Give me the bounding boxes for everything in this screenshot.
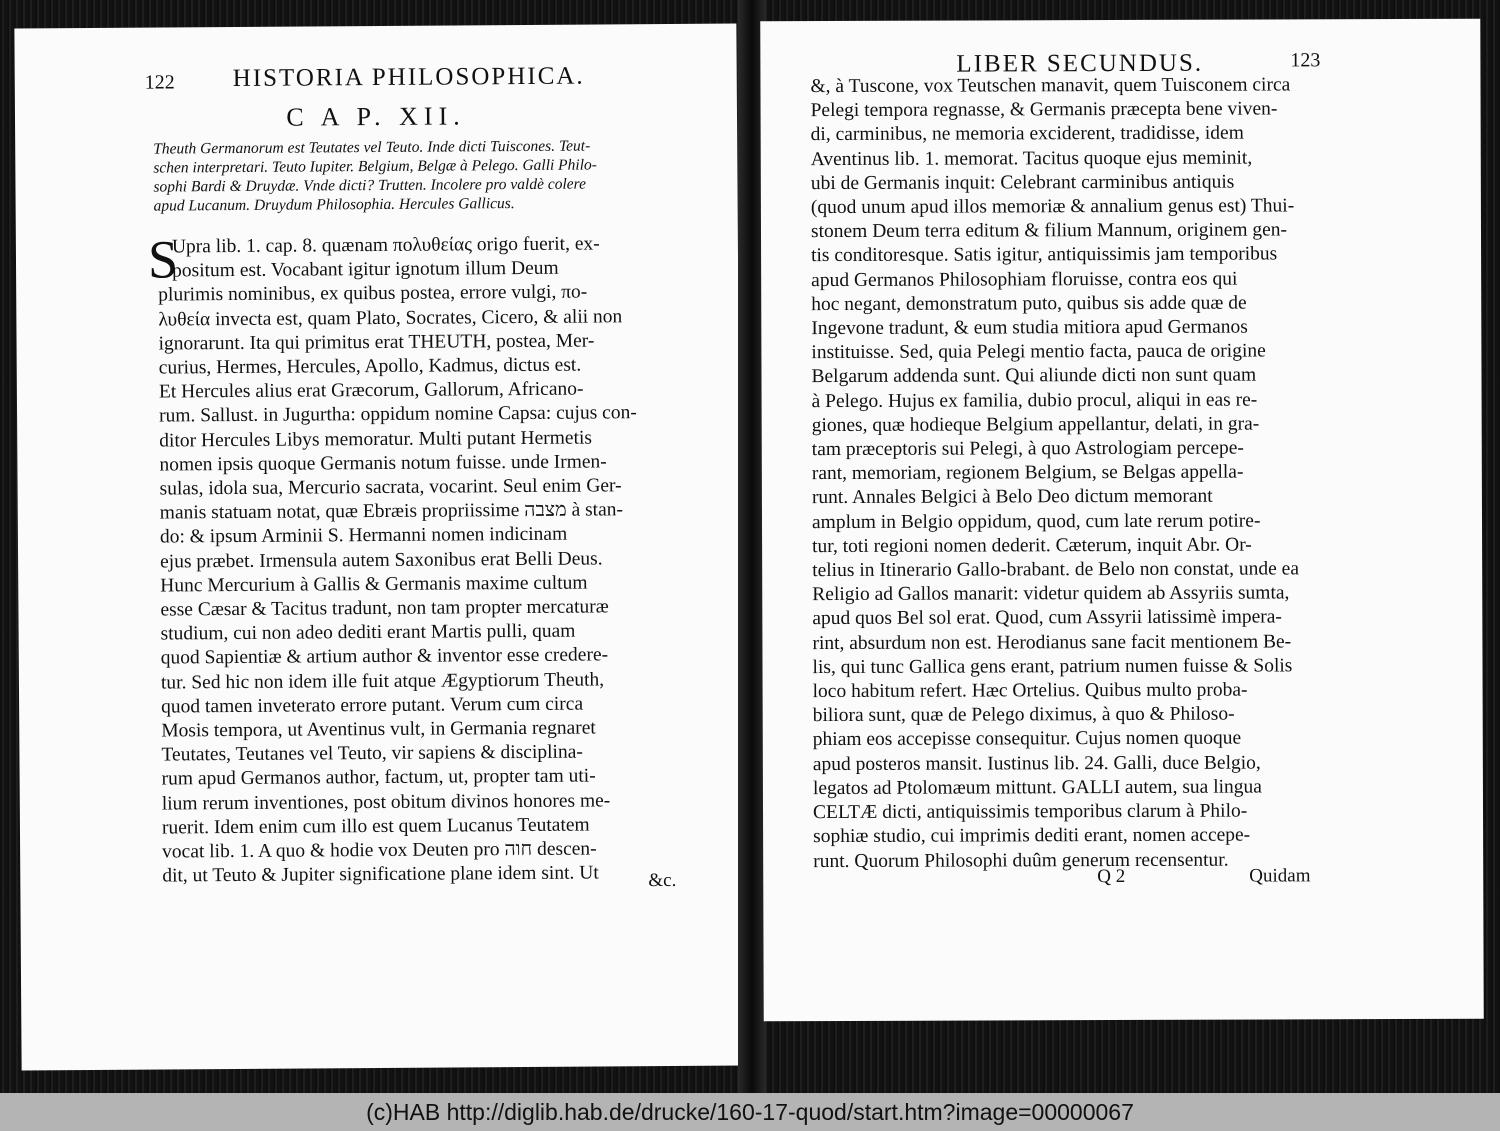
text-line: tam præceptoris sui Pelegi, à quo Astrologiam percepe- [811, 437, 1244, 461]
summary-line: sophi Bardi & Druydæ. Vnde dicti? Trutten. Incolere pro valdè colere [153, 175, 587, 196]
text-line: giones, quæ hodieque Belgium appellantur, delati, in gra- [811, 413, 1260, 436]
summary-line: schen interpretari. Teuto Iupiter. Belgium, Belgæ à Pelego. Galli Philo- [153, 156, 597, 177]
text-line: lium rerum inventiones, post obitum divinos honores me- [161, 790, 611, 815]
text-line: plurimis nominibus, ex quibus postea, errore vulgi, πο- [158, 281, 588, 306]
text-line: sophiæ studio, cui imprimis dediti erant, nomen accepe- [813, 824, 1251, 848]
credit-text: (c)HAB http://diglib.hab.de/drucke/160-17-quod/start.htm?image=00000067 [366, 1098, 1134, 1125]
text-line: Pelegi tempora regnasse, & Germanis præcepta bene viven- [810, 98, 1278, 122]
text-line: ignorarunt. Ita qui primitus erat THEUTH, postea, Mer- [158, 330, 595, 355]
text-line: CELTÆ dicti, antiquissimis temporibus clarum à Philo- [812, 800, 1248, 824]
text-line: vocat lib. 1. A quo & hodie vox Deuten pro חוה descen- [162, 838, 597, 863]
text-line: ejus præbet. Irmensula autem Saxonibus erat Belli Deus. [160, 548, 603, 573]
text-line: ruerit. Idem enim cum illo est quem Lucanus Teutatem [161, 814, 590, 839]
left-page-number: 122 [144, 71, 175, 94]
text-line: quod Sapientiæ & artium author & inventor esse credere- [160, 644, 609, 669]
left-running-head: HISTORIA PHILOSOPHICA. [232, 62, 585, 93]
left-body-text [158, 232, 640, 889]
text-line: Hunc Mercurium à Gallis & Germanis maxime cultum [160, 572, 588, 597]
left-catchword: &c. [648, 869, 677, 892]
right-running-head: LIBER SECUNDUS. [956, 49, 1204, 78]
right-catchword: Quidam [1249, 865, 1311, 887]
text-line: stonem Deum terra editum & filium Mannum, originem gen- [810, 219, 1288, 243]
drop-cap: S [147, 229, 179, 290]
text-line: nomen ipsis quoque Germanis notum fuisse. unde Irmen- [159, 451, 607, 476]
text-line: di, carminibus, ne memoria exciderent, tradidisse, idem [810, 122, 1244, 146]
text-line: apud posteros mansit. Iustinus lib. 24. Galli, duce Belgio, [812, 752, 1261, 775]
text-line: rum. Sallust. in Jugurtha: oppidum nomine Capsa: cujus con- [159, 402, 637, 427]
signature-mark: Q 2 [1097, 865, 1126, 888]
text-line: telius in Itinerario Gallo-brabant. de Belo non constat, unde ea [812, 558, 1300, 582]
text-line: apud quos Bel sol erat. Quod, cum Assyrii latissimè impera- [812, 606, 1282, 630]
text-line: sulas, idola sua, Mercurio sacrata, vocarint. Seul enim Ger- [159, 475, 622, 500]
text-line: runt. Quorum Philosophi duûm generum recensentur. [813, 849, 1229, 872]
text-line: quod tamen inveterato errore putant. Verum cum circa [161, 693, 584, 718]
text-line: ubi de Germanis inquit: Celebrant carminibus antiquis [810, 171, 1235, 194]
text-line: tur, toti regioni nomen dederit. Cæterum, inquit Abr. Or- [812, 534, 1252, 557]
text-line: &, à Tuscone, vox Teutschen manavit, quem Tuisconem circa [810, 74, 1291, 98]
text-line: tis conditoresque. Satis igitur, antiquissimis jam temporibus [811, 243, 1278, 267]
right-body-text [810, 73, 1300, 873]
text-line: phiam eos accepisse consequitur. Cujus nomen quoque [812, 728, 1242, 751]
text-line: Teutates, Teutanes vel Teuto, vir sapiens & disciplina- [161, 741, 583, 766]
text-line: λυθεία invecta est, quam Plato, Socrates, Cicero, & alii non [158, 305, 623, 331]
text-line: Ingevone tradunt, & eum studia mitiora apud Germanos [811, 316, 1248, 340]
text-line: Upra lib. 1. cap. 8. quænam πολυθείας origo fuerit, ex- [171, 233, 600, 258]
text-line: Mosis tempora, ut Aventinus vult, in Germania regnaret [161, 717, 596, 742]
right-page [760, 19, 1483, 1022]
text-line: do: & ipsum Arminii S. Hermanni nomen indicinam [159, 524, 568, 548]
text-line: positum est. Vocabant igitur ignotum illum Deum [171, 257, 559, 282]
text-line: rint, absurdum non est. Herodianus sane facit mentionem Be- [812, 631, 1292, 654]
text-line: manis statuam notat, quæ Ebræis propriissime מצבה à stan- [159, 499, 624, 524]
text-line: Et Hercules alius erat Græcorum, Gallorum, Africano- [158, 378, 584, 403]
text-line: dit, ut Teuto & Jupiter significatione plane idem sint. Ut [162, 862, 599, 887]
chapter-summary [153, 136, 597, 215]
text-line: esse Cæsar & Tacitus tradunt, non tam propter mercaturæ [160, 596, 609, 621]
text-line: tur. Sed hic non idem ille fuit atque Ægyptiorum Theuth, [160, 669, 605, 694]
text-line: (quod unum apud illos memoriæ & annalium genus est) Thui- [810, 195, 1295, 219]
text-line: loco habitum refert. Hæc Ortelius. Quibus multo proba- [812, 679, 1248, 703]
text-line: rant, memoriam, regionem Belgium, se Belgas appella- [811, 461, 1244, 485]
right-page-number: 123 [1290, 49, 1321, 72]
credit-bar [0, 1093, 1500, 1131]
left-page [14, 23, 743, 1070]
text-line: Belgarum addenda sunt. Qui aliunde dicti non sunt quam [811, 364, 1257, 388]
text-line: curius, Hermes, Hercules, Apollo, Kadmus, dictus est. [158, 354, 582, 379]
text-line: instituisse. Sed, quia Pelegi mentio facta, pauca de origine [811, 340, 1266, 364]
summary-line: Theuth Germanorum est Teutates vel Teuto. Inde dicti Tuiscones. Teut- [153, 137, 591, 158]
text-line: apud Germanos Philosophiam floruisse, contra eos qui [811, 268, 1238, 291]
chapter-heading: C A P. XII. [286, 101, 466, 132]
text-line: rum apud Germanos author, factum, ut, propter tam uti- [161, 765, 596, 790]
text-line: legatos ad Ptolomæum mittunt. GALLI autem, sua lingua [812, 776, 1262, 799]
text-line: ditor Hercules Libys memoratur. Multi putant Hermetis [159, 427, 593, 452]
text-line: Aventinus lib. 1. memorat. Tacitus quoque ejus meminit, [810, 147, 1253, 170]
text-line: lis, qui tunc Gallica gens erant, patrium numen fuisse & Solis [812, 655, 1293, 678]
text-line: studium, cui non adeo dediti erant Martis pulli, quam [160, 620, 576, 645]
text-line: hoc negant, demonstratum puto, quibus sis adde quæ de [811, 292, 1247, 315]
text-line: amplum in Belgio oppidum, quod, cum late rerum potire- [811, 510, 1261, 533]
text-line: biliora sunt, quæ de Pelego diximus, à quo & Philoso- [812, 703, 1235, 727]
summary-line: apud Lucanum. Druydum Philosophia. Hercules Gallicus. [153, 195, 515, 215]
text-line: à Pelego. Hujus ex familia, dubio procul, aliqui in eas re- [811, 389, 1258, 412]
text-line: runt. Annales Belgici à Belo Deo dictum memorant [811, 486, 1213, 509]
text-line: Religio ad Gallos manarit: videtur quidem ab Assyriis sumta, [812, 582, 1290, 606]
